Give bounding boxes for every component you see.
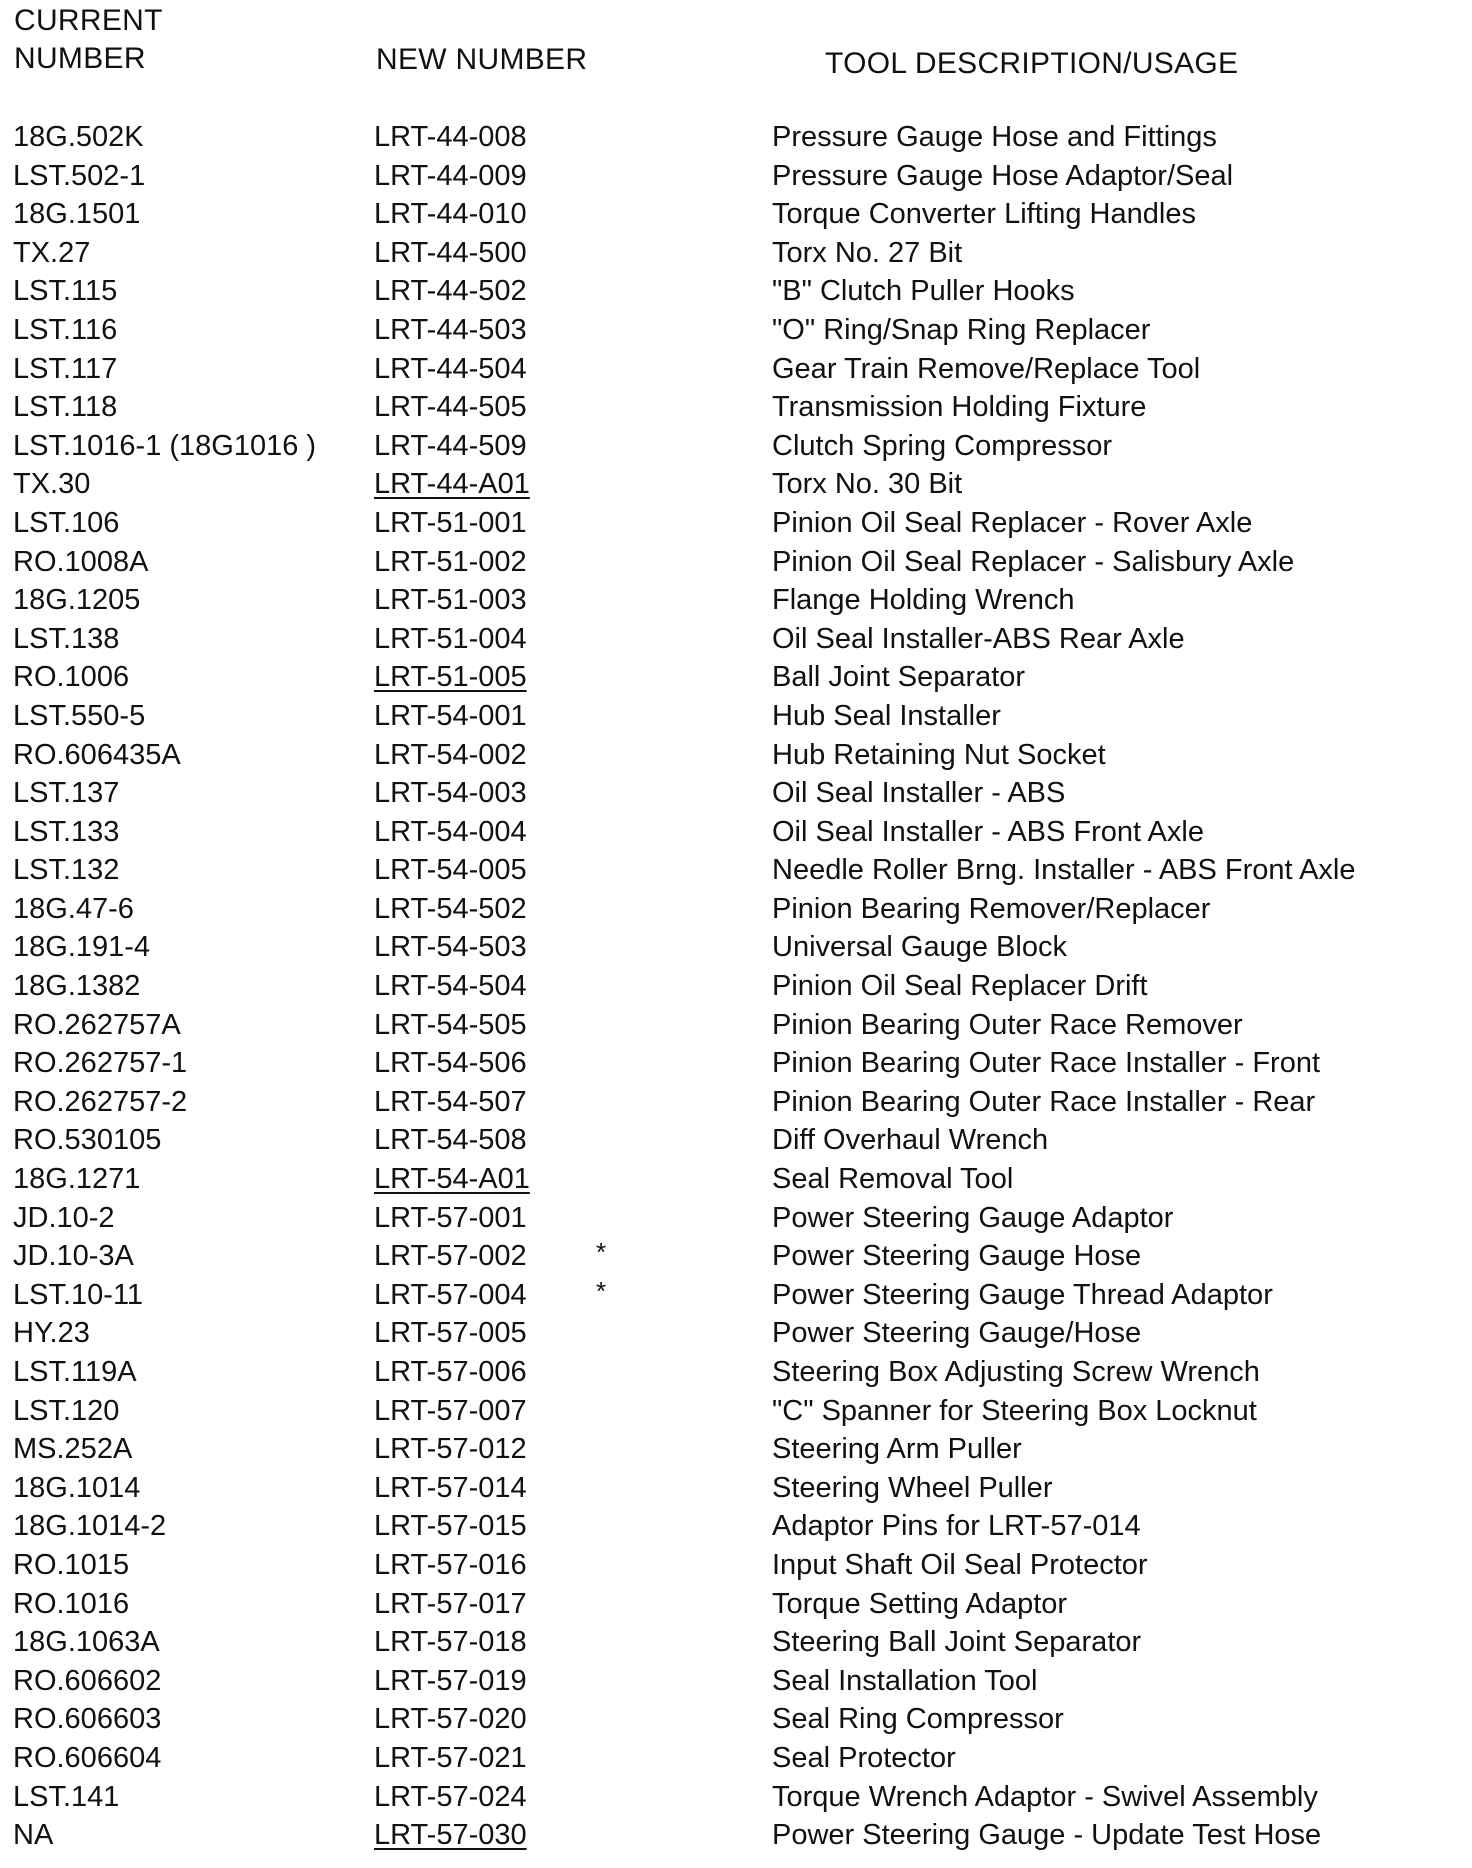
table-row [0, 1006, 1472, 1045]
tool-description-cell: Seal Protector [772, 1741, 956, 1774]
new-number-cell: LRT-57-016 [374, 1548, 527, 1581]
tool-description-cell: Power Steering Gauge Adaptor [772, 1201, 1174, 1234]
new-number-cell: LRT-44-504 [374, 352, 527, 385]
current-number-cell: RO.606602 [13, 1664, 162, 1697]
tool-description-cell: Pinion Oil Seal Replacer - Rover Axle [772, 506, 1253, 539]
tool-description-cell: Torque Wrench Adaptor - Swivel Assembly [772, 1780, 1318, 1813]
new-number-cell: LRT-57-021 [374, 1741, 527, 1774]
table-row [0, 1392, 1472, 1431]
table-row [0, 1585, 1472, 1624]
tool-description-cell: Diff Overhaul Wrench [772, 1124, 1049, 1157]
tool-description-cell: Steering Wheel Puller [772, 1471, 1053, 1504]
table-row [0, 620, 1472, 659]
current-number-cell: LST.502-1 [13, 159, 146, 192]
current-number-cell: LST.115 [13, 275, 118, 308]
current-number-cell: MS.252A [13, 1433, 133, 1466]
table-row [0, 736, 1472, 775]
tool-description-cell: Power Steering Gauge Thread Adaptor [772, 1278, 1273, 1311]
new-number-cell: LRT-51-005 [374, 661, 527, 694]
table-row [0, 427, 1472, 466]
new-number-cell: LRT-57-012 [374, 1433, 527, 1466]
new-number-cell: LRT-51-003 [374, 584, 527, 617]
table-row [0, 1083, 1472, 1122]
tool-description-cell: Torque Setting Adaptor [772, 1587, 1068, 1620]
tool-description-cell: Steering Arm Puller [772, 1433, 1022, 1466]
table-row [0, 504, 1472, 543]
table-row [0, 388, 1472, 427]
current-number-cell: LST.132 [13, 854, 120, 887]
table-row [0, 1623, 1472, 1662]
new-number-cell: LRT-51-004 [374, 622, 527, 655]
table-row [0, 543, 1472, 582]
tool-description-cell: "O" Ring/Snap Ring Replacer [772, 313, 1151, 346]
current-number-cell: RO.606435A [13, 738, 181, 771]
table-row [0, 311, 1472, 350]
new-number-cell: LRT-54-507 [374, 1085, 527, 1118]
tool-description-cell: Torx No. 27 Bit [772, 236, 963, 269]
tool-description-cell: Seal Removal Tool [772, 1163, 1014, 1196]
current-number-cell: JD.10-3A [13, 1240, 134, 1273]
new-number-cell: LRT-57-007 [374, 1394, 527, 1427]
current-number-cell: RO.530105 [13, 1124, 162, 1157]
current-number-cell: NA [13, 1819, 54, 1852]
table-row [0, 1044, 1472, 1083]
new-number-cell: LRT-54-508 [374, 1124, 527, 1157]
table-row [0, 774, 1472, 813]
tool-description-cell: Needle Roller Brng. Installer - ABS Front Axle [772, 854, 1356, 887]
current-number-cell: RO.1016 [13, 1587, 130, 1620]
table-row [0, 1469, 1472, 1508]
current-number-cell: 18G.1205 [13, 584, 141, 617]
current-number-cell: RO.606604 [13, 1741, 162, 1774]
current-number-cell: 18G.502K [13, 121, 144, 153]
new-number-cell: LRT-57-014 [374, 1471, 527, 1504]
tool-description-cell: Torque Converter Lifting Handles [772, 198, 1196, 231]
current-number-cell: RO.262757-2 [13, 1085, 188, 1118]
tool-description-cell: Seal Installation Tool [772, 1664, 1038, 1697]
tool-description-cell: Pressure Gauge Hose and Fittings [772, 121, 1217, 153]
table-row [0, 1430, 1472, 1469]
asterisk-mark: * [596, 1275, 607, 1306]
table-row [0, 1739, 1472, 1778]
tool-description-cell: "C" Spanner for Steering Box Locknut [772, 1394, 1257, 1427]
current-number-cell: 18G.1271 [13, 1163, 141, 1196]
new-number-cell: LRT-57-019 [374, 1664, 527, 1697]
table-row [0, 1199, 1472, 1238]
new-number-cell: LRT-54-A01 [374, 1163, 530, 1196]
table-row [0, 967, 1472, 1006]
current-number-cell: HY.23 [13, 1317, 90, 1350]
new-number-cell: LRT-54-002 [374, 738, 527, 771]
table-row [0, 1816, 1472, 1855]
header-current-line1: CURRENT [14, 4, 163, 37]
table-row [0, 1160, 1472, 1199]
new-number-cell: LRT-44-505 [374, 391, 527, 424]
tool-description-cell: Pinion Bearing Remover/Replacer [772, 892, 1211, 925]
new-number-cell: LRT-57-002 [374, 1240, 527, 1273]
table-row [0, 195, 1472, 234]
current-number-cell: LST.120 [13, 1394, 120, 1427]
new-number-cell: LRT-51-001 [374, 506, 527, 539]
new-number-cell: LRT-57-020 [374, 1703, 527, 1736]
tool-description-cell: Oil Seal Installer - ABS Front Axle [772, 815, 1204, 848]
current-number-cell: LST.119A [13, 1356, 137, 1388]
new-number-cell: LRT-44-009 [374, 159, 527, 192]
current-number-cell: LST.116 [13, 313, 118, 346]
current-number-cell: RO.1008A [13, 545, 149, 578]
tool-description-cell: Steering Ball Joint Separator [772, 1626, 1142, 1659]
current-number-cell: 18G.1501 [13, 198, 141, 231]
current-number-cell: RO.262757A [13, 1008, 181, 1041]
new-number-cell: LRT-44-500 [374, 236, 527, 269]
table-row [0, 851, 1472, 890]
tool-description-cell: Seal Ring Compressor [772, 1703, 1064, 1736]
current-number-cell: LST.133 [13, 815, 120, 848]
current-number-cell: 18G.47-6 [13, 892, 134, 925]
tool-description-cell: Oil Seal Installer - ABS [772, 777, 1066, 810]
table-row [0, 1778, 1472, 1817]
table-row [0, 350, 1472, 389]
tool-description-cell: Pinion Bearing Outer Race Remover [772, 1008, 1243, 1041]
current-number-cell: TX.27 [13, 236, 91, 269]
table-row [0, 1546, 1472, 1585]
current-number-cell: LST.1016-1 (18G1016 ) [13, 429, 317, 462]
current-number-cell: 18G.1063A [13, 1626, 160, 1659]
table-row [0, 697, 1472, 736]
tool-description-cell: Pinion Oil Seal Replacer - Salisbury Axle [772, 545, 1295, 578]
current-number-cell: 18G.1014-2 [13, 1510, 167, 1543]
current-number-cell: 18G.1382 [13, 970, 141, 1003]
new-number-cell: LRT-54-004 [374, 815, 527, 848]
table-row [0, 890, 1472, 929]
new-number-cell: LRT-44-A01 [374, 468, 530, 501]
table-row [0, 1353, 1472, 1392]
tool-description-cell: Steering Box Adjusting Screw Wrench [772, 1356, 1260, 1388]
table-row [0, 157, 1472, 196]
tool-description-cell: Power Steering Gauge - Update Test Hose [772, 1819, 1322, 1852]
new-number-cell: LRT-44-010 [374, 198, 527, 231]
current-number-cell: RO.606603 [13, 1703, 162, 1736]
tool-description-cell: Ball Joint Separator [772, 661, 1026, 694]
table-row [0, 1314, 1472, 1353]
current-number-cell: 18G.191-4 [13, 931, 151, 964]
table-row [0, 272, 1472, 311]
new-number-cell: LRT-57-004 [374, 1278, 527, 1311]
table-row [0, 658, 1472, 697]
current-number-cell: LST.10-11 [13, 1278, 144, 1311]
table-row [0, 118, 1472, 157]
new-number-cell: LRT-57-017 [374, 1587, 527, 1620]
tool-description-cell: Hub Seal Installer [772, 699, 1001, 732]
tool-rows [0, 118, 1472, 1855]
tool-description-cell: Universal Gauge Block [772, 931, 1067, 964]
tool-description-cell: Gear Train Remove/Replace Tool [772, 352, 1201, 385]
table-row [0, 1507, 1472, 1546]
current-number-cell: LST.117 [13, 352, 118, 385]
tool-description-cell: Oil Seal Installer-ABS Rear Axle [772, 622, 1185, 655]
table-row [0, 581, 1472, 620]
header-new-number: NEW NUMBER [376, 43, 588, 76]
tool-description-cell: Torx No. 30 Bit [772, 468, 963, 501]
new-number-cell: LRT-54-005 [374, 854, 527, 887]
current-number-cell: 18G.1014 [13, 1471, 141, 1504]
tool-description-cell: Hub Retaining Nut Socket [772, 738, 1106, 771]
header-tool-description: TOOL DESCRIPTION/USAGE [825, 47, 1239, 80]
tool-description-cell: "B" Clutch Puller Hooks [772, 275, 1075, 308]
tool-description-cell: Flange Holding Wrench [772, 584, 1075, 617]
new-number-cell: LRT-57-015 [374, 1510, 527, 1543]
tool-description-cell: Adaptor Pins for LRT-57-014 [772, 1510, 1141, 1543]
current-number-cell: TX.30 [13, 468, 91, 501]
table-row [0, 928, 1472, 967]
new-number-cell: LRT-57-018 [374, 1626, 527, 1659]
current-number-cell: JD.10-2 [13, 1201, 115, 1234]
tool-description-cell: Input Shaft Oil Seal Protector [772, 1548, 1148, 1581]
tool-description-cell: Pinion Bearing Outer Race Installer - Rear [772, 1085, 1316, 1118]
current-number-cell: LST.137 [13, 777, 120, 810]
table-row [0, 1662, 1472, 1701]
new-number-cell: LRT-44-008 [374, 121, 527, 153]
table-row [0, 465, 1472, 504]
table-row [0, 813, 1472, 852]
current-number-cell: LST.141 [13, 1780, 120, 1813]
tool-description-cell: Pinion Bearing Outer Race Installer - Front [772, 1047, 1321, 1080]
new-number-cell: LRT-54-504 [374, 970, 527, 1003]
tool-description-cell: Transmission Holding Fixture [772, 391, 1147, 424]
new-number-cell: LRT-57-005 [374, 1317, 527, 1350]
current-number-cell: RO.1006 [13, 661, 130, 694]
new-number-cell: LRT-57-006 [374, 1356, 527, 1388]
new-number-cell: LRT-57-030 [374, 1819, 527, 1852]
new-number-cell: LRT-51-002 [374, 545, 527, 578]
current-number-cell: LST.550-5 [13, 699, 146, 732]
tool-description-cell: Clutch Spring Compressor [772, 429, 1113, 462]
current-number-cell: LST.118 [13, 391, 118, 424]
asterisk-mark: * [596, 1237, 607, 1268]
current-number-cell: LST.106 [13, 506, 120, 539]
new-number-cell: LRT-44-503 [374, 313, 527, 346]
new-number-cell: LRT-54-502 [374, 892, 527, 925]
new-number-cell: LRT-44-509 [374, 429, 527, 462]
header-current-line2: NUMBER [14, 42, 146, 75]
new-number-cell: LRT-44-502 [374, 275, 527, 308]
table-row [0, 1121, 1472, 1160]
current-number-cell: RO.1015 [13, 1548, 130, 1581]
tool-description-cell: Power Steering Gauge/Hose [772, 1317, 1142, 1350]
table-row [0, 1700, 1472, 1739]
tool-description-cell: Power Steering Gauge Hose [772, 1240, 1142, 1273]
header-current-number [14, 2, 163, 78]
new-number-cell: LRT-54-001 [374, 699, 527, 732]
new-number-cell: LRT-54-503 [374, 931, 527, 964]
new-number-cell: LRT-54-003 [374, 777, 527, 810]
new-number-cell: LRT-57-001 [374, 1201, 527, 1234]
table-row [0, 1276, 1472, 1315]
new-number-cell: LRT-54-505 [374, 1008, 527, 1041]
new-number-cell: LRT-54-506 [374, 1047, 527, 1080]
table-row [0, 1237, 1472, 1276]
current-number-cell: RO.262757-1 [13, 1047, 188, 1080]
table-row [0, 234, 1472, 273]
tool-description-cell: Pinion Oil Seal Replacer Drift [772, 970, 1148, 1003]
current-number-cell: LST.138 [13, 622, 120, 655]
new-number-cell: LRT-57-024 [374, 1780, 527, 1813]
tool-description-cell: Pressure Gauge Hose Adaptor/Seal [772, 159, 1234, 192]
